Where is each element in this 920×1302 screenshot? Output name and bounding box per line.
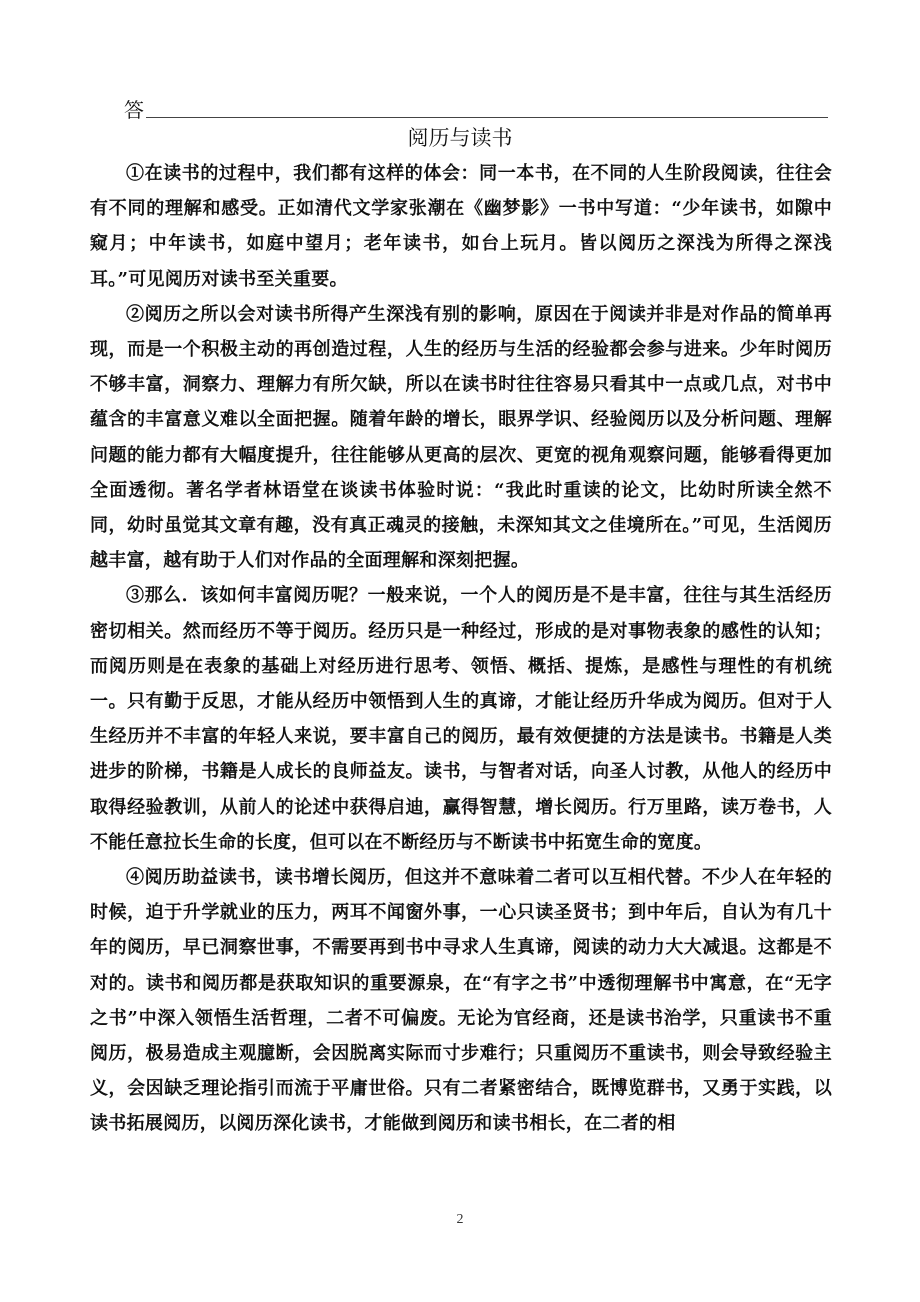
- answer-line: [124, 92, 828, 122]
- answer-label: 答: [124, 98, 144, 122]
- article-body: [90, 156, 832, 1142]
- paragraph-2: ②阅历之所以会对读书所得产生深浅有别的影响，原因在于阅读并非是对作品的简单再现，而是一个积极主动的再创造过程，人生的经历与生活的经验都会参与进来。少年时阅历不够丰富，洞察力、理解力有所欠缺，所以在读书时往往容易只看其中一点或几点，对书中蕴含的丰富意义难以全面把握。随着年龄的增长，眼界学识、经验阅历以及分析问题、理解问题的能力都有大幅度提升，往往能够从更高的层次、更宽的视角观察问题，能够看得更加全面透彻。著名学者林语堂在谈读书体验时说：“我此时重读的论文，比幼时所读全然不同，幼时虽觉其文章有趣，没有真正魂灵的接触，未深知其文之佳境所在。”可见，生活阅历越丰富，越有助于人们对作品的全面理解和深刻把握。: [90, 303, 832, 572]
- paragraph-1: ①在读书的过程中，我们都有这样的体会：同一本书，在不同的人生阶段阅读，往往会有不同的理解和感受。正如清代文学家张潮在《幽梦影》一书中写道：“少年读书，如隙中窥月；中年读书，如庭中望月；老年读书，如台上玩月。皆以阅历之深浅为所得之深浅耳。”可见阅历对读书至关重要。: [90, 163, 832, 290]
- paragraph-4: ④阅历助益读书，读书增长阅历，但这并不意味着二者可以互相代替。不少人在年轻的时候，迫于升学就业的压力，两耳不闻窗外事，一心只读圣贤书；到中年后，自认为有几十年的阅历，早已洞察世事，不需要再到书中寻求人生真谛，阅读的动力大大减退。这都是不对的。读书和阅历都是获取知识的重要源泉，在“有字之书”中透彻理解书中寓意，在“无字之书”中深入领悟生活哲理，二者不可偏废。无论为官经商，还是读书治学，只重读书不重阅历，极易造成主观臆断，会因脱离实际而寸步难行；只重阅历不重读书，则会导致经验主义，会因缺乏理论指引而流于平庸世俗。只有二者紧密结合，既博览群书，又勇于实践，以读书拓展阅历，以阅历深化读书，才能做到阅历和读书相长，在二者的相: [90, 867, 832, 1135]
- page-number: 2: [456, 1212, 464, 1227]
- paragraph-3: ③那么．该如何丰富阅历呢？一般来说，一个人的阅历是不是丰富，往往与其生活经历密切相关。然而经历不等于阅历。经历只是一种经过，形成的是对事物表象的感性的认知；而阅历则是在表象的基础上对经历进行思考、领悟、概括、提炼，是感性与理性的有机统一。只有勤于反思，才能从经历中领悟到人生的真谛，才能让经历升华成为阅历。但对于人生经历并不丰富的年轻人来说，要丰富自己的阅历，最有效便捷的方法是读书。书籍是人类进步的阶梯，书籍是人成长的良师益友。读书，与智者对话，向圣人讨教，从他人的经历中取得经验教训，从前人的论述中获得启迪，赢得智慧，增长阅历。行万里路，读万卷书，人不能任意拉长生命的长度，但可以在不断经历与不断读书中拓宽生命的宽度。: [90, 585, 832, 853]
- answer-blank-line: [146, 117, 828, 118]
- article-title: 阅历与读书: [407, 126, 513, 150]
